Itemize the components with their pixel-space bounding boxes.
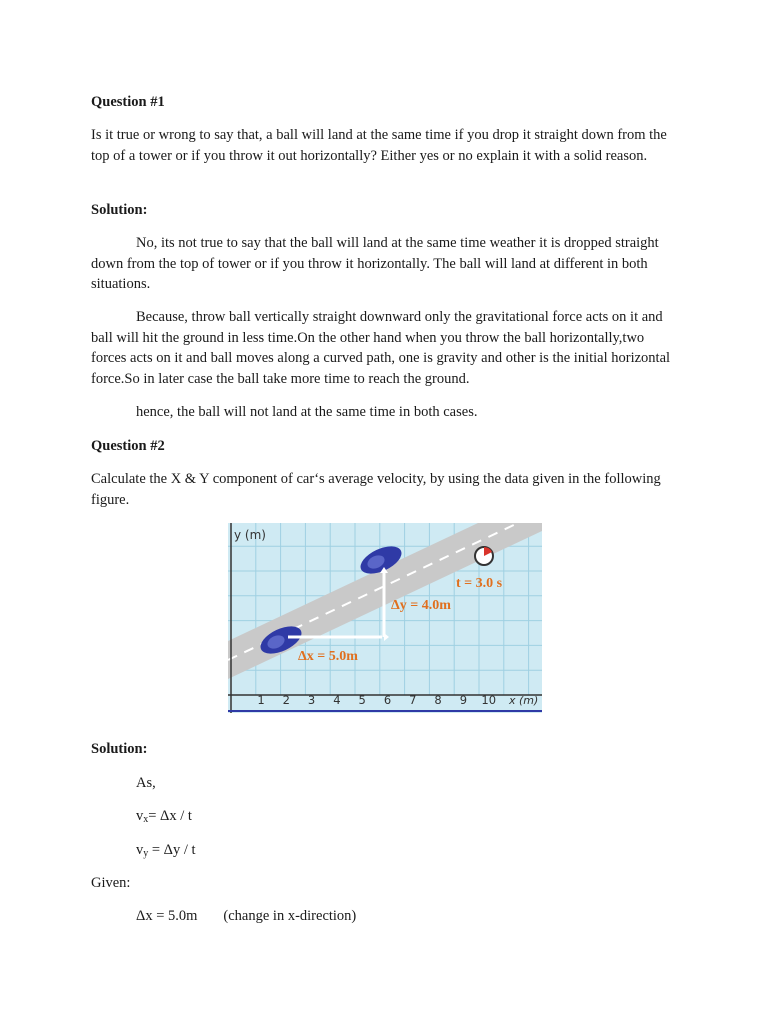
vy-formula	[136, 840, 196, 864]
question-1-text: Is it true or wrong to say that, a ball will land at the same time if you drop it straight down from the top of a tower or if you throw it out horizontally? Either yes or no explain it with a solid reason.	[91, 127, 667, 164]
dy-label: Δy = 4.0m	[391, 598, 451, 613]
solution-1-paragraph-1: No, its not true to say that the ball will land at the same time weather it is dropped straight down from the top of tower or if you throw it horizontally. The ball will land at different in both situations.	[91, 235, 659, 293]
x-tick-label: 10	[481, 693, 497, 707]
vy-expression: = Δy / t	[148, 842, 196, 858]
x-tick-label: 8	[434, 693, 442, 707]
dx-given-note: (change in x-direction)	[223, 908, 357, 924]
vx-subscript: x	[143, 814, 149, 825]
x-axis-label: x (m)	[509, 694, 539, 707]
time-label: t = 3.0 s	[456, 576, 503, 591]
x-tick-label: 3	[307, 693, 316, 707]
vx-formula	[136, 806, 192, 830]
solution-1-heading: Solution:	[91, 202, 148, 218]
x-tick-label: 4	[333, 693, 341, 707]
x-tick-label: 1	[257, 693, 265, 707]
car-velocity-figure	[228, 523, 542, 713]
vy-symbol: v	[136, 842, 144, 858]
question-2-heading: Question #2	[91, 438, 165, 454]
question-2-text: Calculate the X & Y component of car‘s average velocity, by using the data given in the following figure.	[91, 471, 661, 508]
question-1-heading: Question #1	[91, 94, 165, 110]
figure-svg	[228, 523, 542, 713]
x-tick-label: 9	[459, 693, 468, 707]
vy-subscript: y	[143, 848, 149, 859]
solution-1-paragraph-2: Because, throw ball vertically straight downward only the gravitational force acts on it and ball will hit the ground in less time.On the other hand when you throw the ball horizontally,two forces acts on it and ball moves along a curved path, one is gravity and other is the initial horizontal force.So in later case the ball take more time to reach the ground.	[91, 309, 671, 388]
as-label: As,	[136, 775, 156, 791]
x-tick-label: 6	[383, 693, 392, 707]
x-tick-label: 7	[409, 693, 417, 707]
x-tick-label: 5	[358, 693, 366, 707]
clock-icon	[475, 547, 493, 565]
vx-symbol: v	[136, 808, 144, 824]
dx-given-value: Δx = 5.0m	[136, 908, 198, 924]
solution-2-heading: Solution:	[91, 741, 148, 757]
solution-1-paragraph-3: hence, the ball will not land at the same time in both cases.	[136, 404, 478, 420]
dx-label: Δx = 5.0m	[298, 649, 358, 664]
vx-expression: = Δx / t	[148, 808, 192, 824]
dx-given	[136, 906, 356, 926]
given-label: Given:	[91, 875, 131, 891]
x-tick-label: 2	[282, 693, 290, 707]
y-axis-label: y (m)	[234, 528, 266, 542]
